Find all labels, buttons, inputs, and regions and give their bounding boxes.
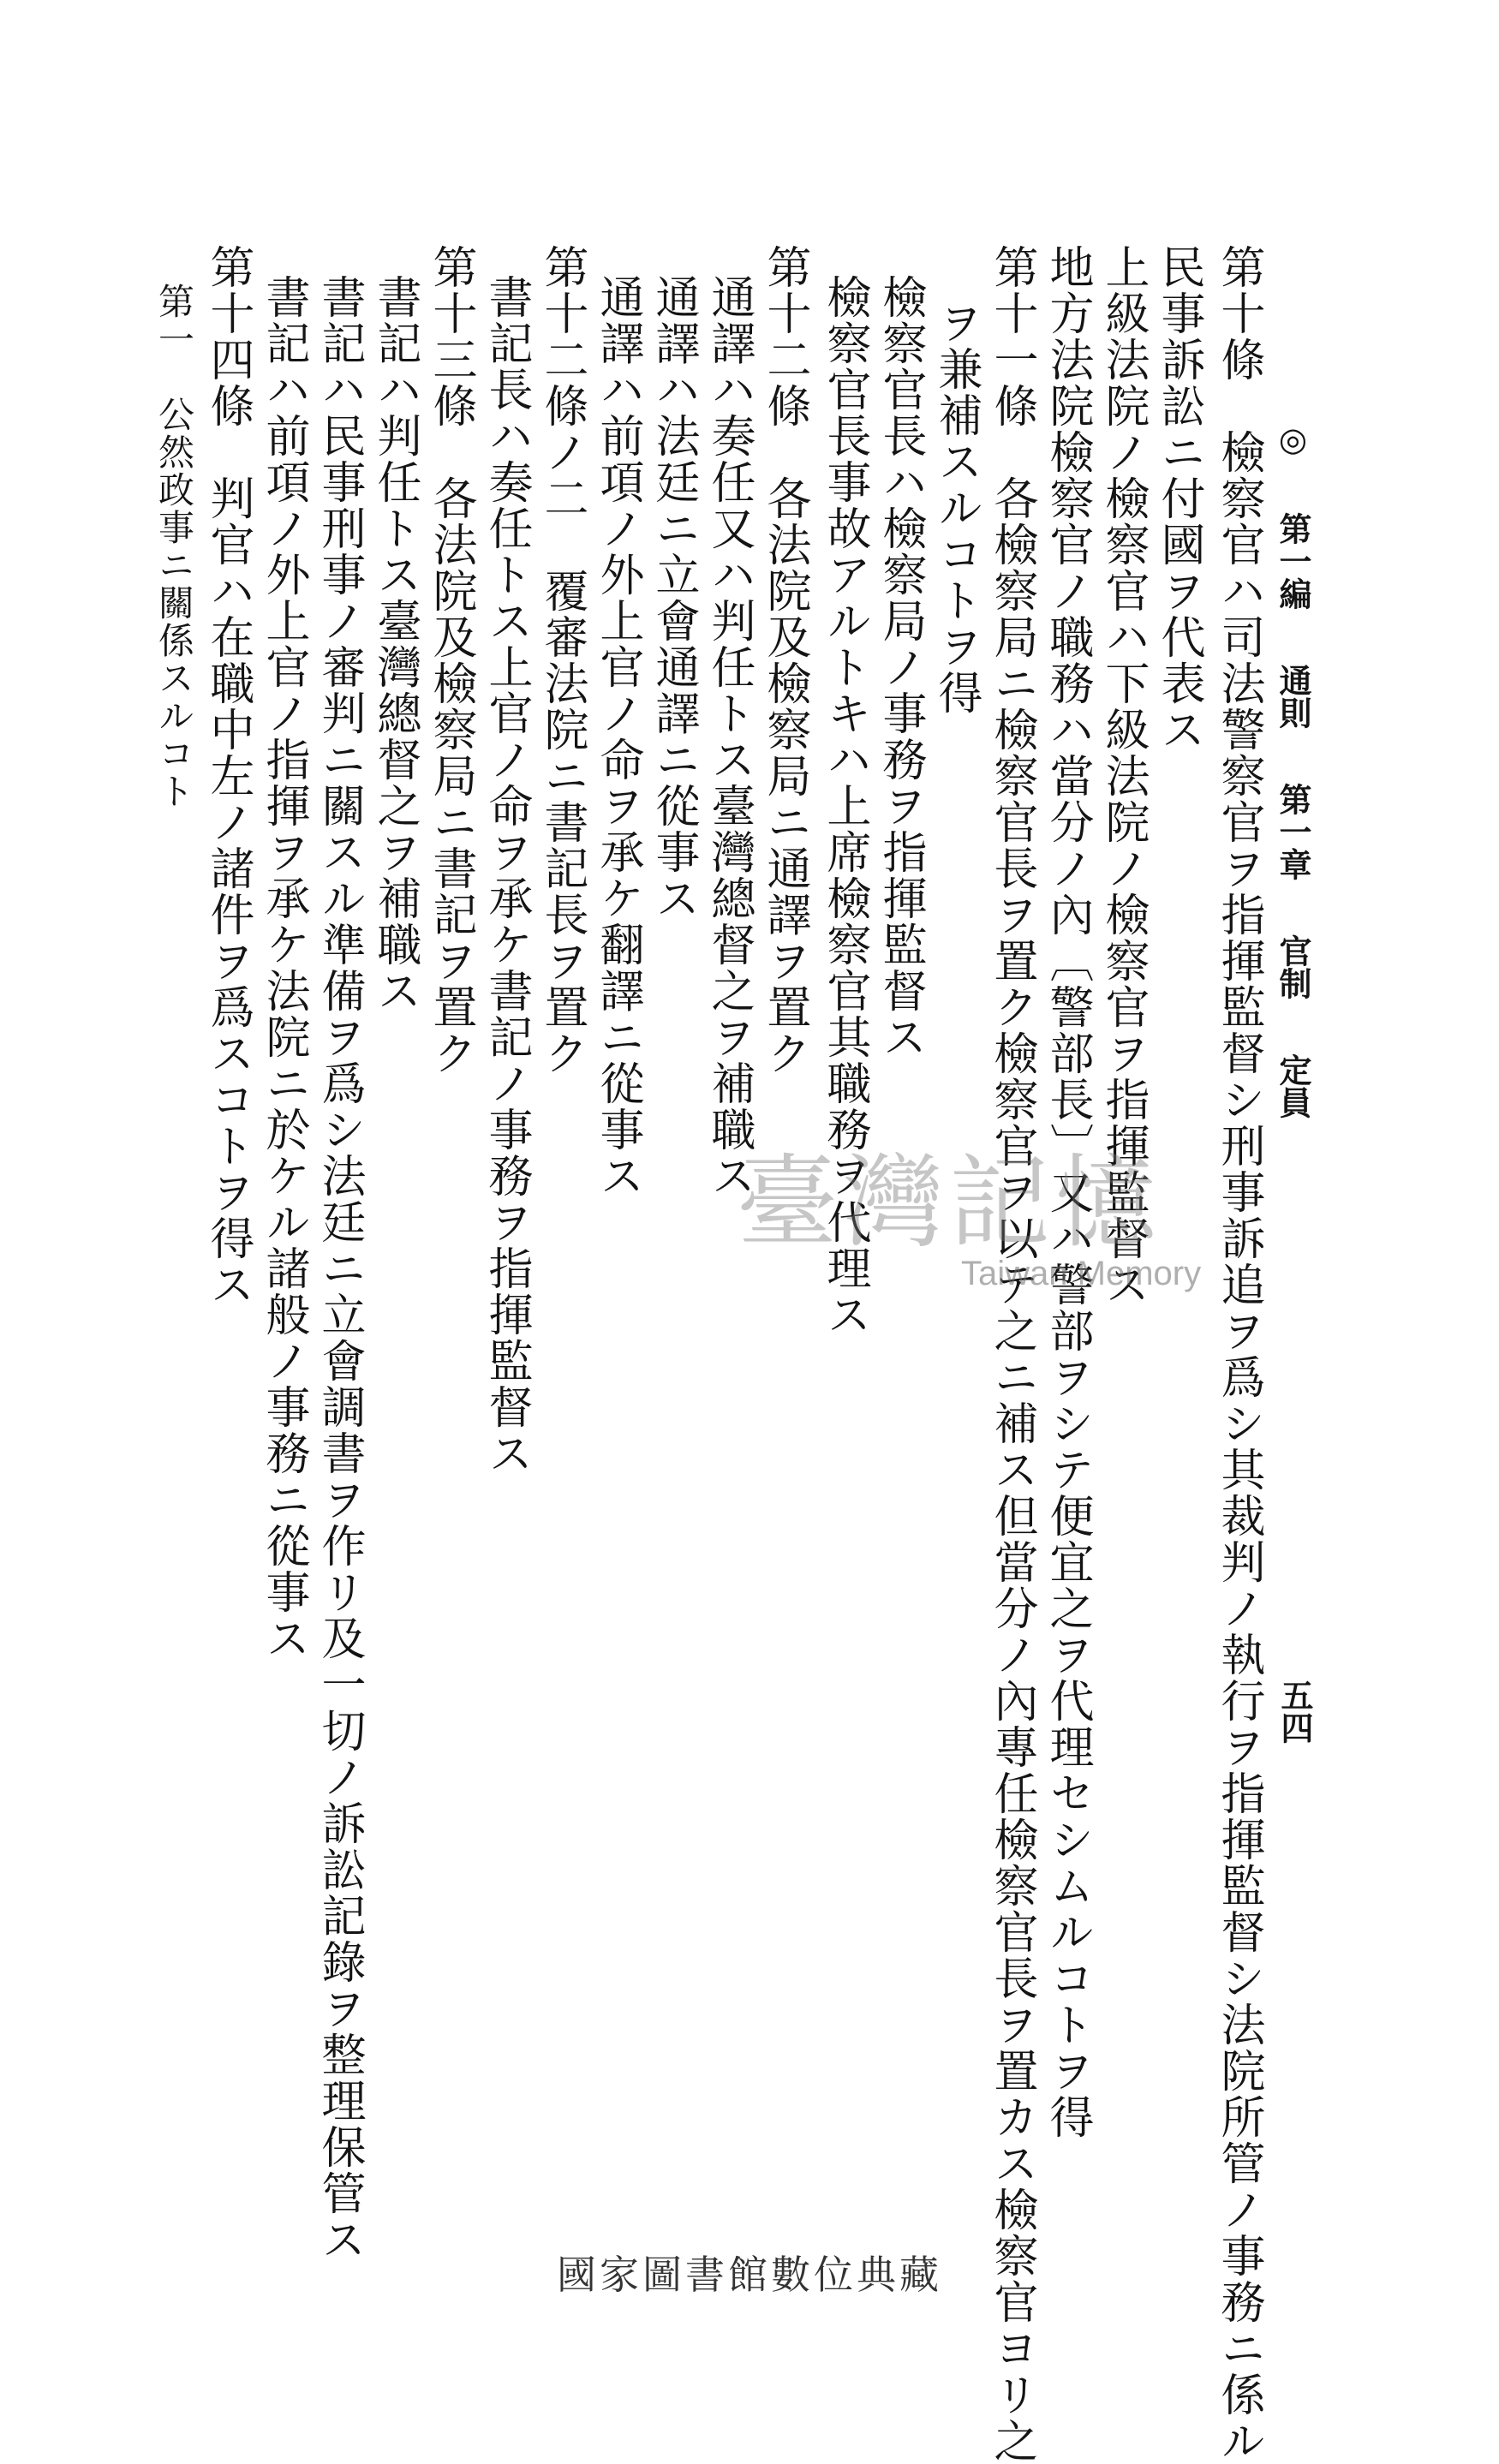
- header-chapter: 第一章: [1274, 783, 1312, 880]
- text-line: ヲ兼補スルコトヲ得: [930, 300, 982, 716]
- text-line: 書記ハ民事刑事ノ審判ニ關スル準備ヲ爲シ法廷ニ立會調書ヲ作リ及一切ノ訴訟記錄ヲ整理保管ス: [314, 274, 365, 2263]
- text-line: 書記ハ前項ノ外上官ノ指揮ヲ承ケ法院ニ於ケル諸般ノ事務ニ從事ス: [258, 274, 309, 1662]
- text-line-article-13: 第十三條 各法院及檢察局ニ書記ヲ置ク: [425, 244, 476, 1077]
- text-line: 書記ハ判任トス臺灣總督之ヲ補職ス: [369, 274, 421, 1014]
- header-topic: 官制: [1274, 934, 1312, 999]
- text-line: 第一 公然政事ニ關係スルコト: [153, 283, 195, 810]
- text-line: 通譯ハ前項ノ外上官ノ命ヲ承ケ翻譯ニ從事ス: [592, 274, 643, 1199]
- text-line: 上級法院ノ檢察官ハ下級法院ノ檢察官ヲ指揮監督ス: [1097, 244, 1149, 1308]
- text-line: 檢察官長ハ檢察局ノ事務ヲ指揮監督ス: [875, 274, 926, 1060]
- text-line-article-12: 第十二條 各法院及檢察局ニ通譯ヲ置ク: [759, 244, 810, 1077]
- header-section: 通則: [1274, 664, 1312, 729]
- watermark-chinese: 臺灣記憶: [737, 1143, 1162, 1262]
- footer-credit: 國家圖書館數位典藏: [557, 2252, 942, 2298]
- text-line: 檢察官長事故アルトキハ上席檢察官其職務ヲ代理ス: [819, 274, 870, 1338]
- text-line: 書記長ハ奏任トス上官ノ命ヲ承ケ書記ノ事務ヲ指揮監督ス: [481, 274, 532, 1477]
- text-line-article-10: 第十條 檢察官ハ司法警察官ヲ指揮監督シ刑事訴追ヲ爲シ其裁判ノ執行ヲ指揮監督シ法院所管ノ事務ニ係ル: [1213, 244, 1264, 2464]
- text-line-article-14: 第十四條 判官ハ在職中左ノ諸件ヲ爲スコトヲ得ス: [202, 244, 254, 1308]
- header-part: 第一編: [1274, 512, 1312, 610]
- header-subtopic: 定員: [1274, 1053, 1312, 1119]
- text-line: 通譯ハ奏任又ハ判任トス臺灣總督之ヲ補職ス: [703, 274, 755, 1199]
- page-number: 五四: [1275, 1679, 1314, 1744]
- watermark-english: Taiwan Memory: [961, 1255, 1202, 1292]
- header-mark: ◎: [1274, 420, 1312, 458]
- running-header: [1274, 420, 1312, 1119]
- text-line: 地方法院檢察官ノ職務ハ當分ノ內〔警部長〕又ハ警部ヲシテ便宜之ヲ代理セシムルコトヲ得: [1042, 244, 1093, 2140]
- text-line: 通譯ハ法廷ニ立會通譯ニ從事ス: [648, 274, 699, 922]
- text-line: 民事訴訟ニ付國ヲ代表ス: [1153, 244, 1204, 753]
- text-line-article-11: 第十一條 各檢察局ニ檢察官長ヲ置ク檢察官ヲ以テ之ニ補ス但當分ノ內專任檢察官長ヲ置カス檢察官ヨリ之: [986, 244, 1037, 2464]
- text-line-article-12-2: 第十二條ノ二 覆審法院ニ書記長ヲ置ク: [536, 244, 588, 1077]
